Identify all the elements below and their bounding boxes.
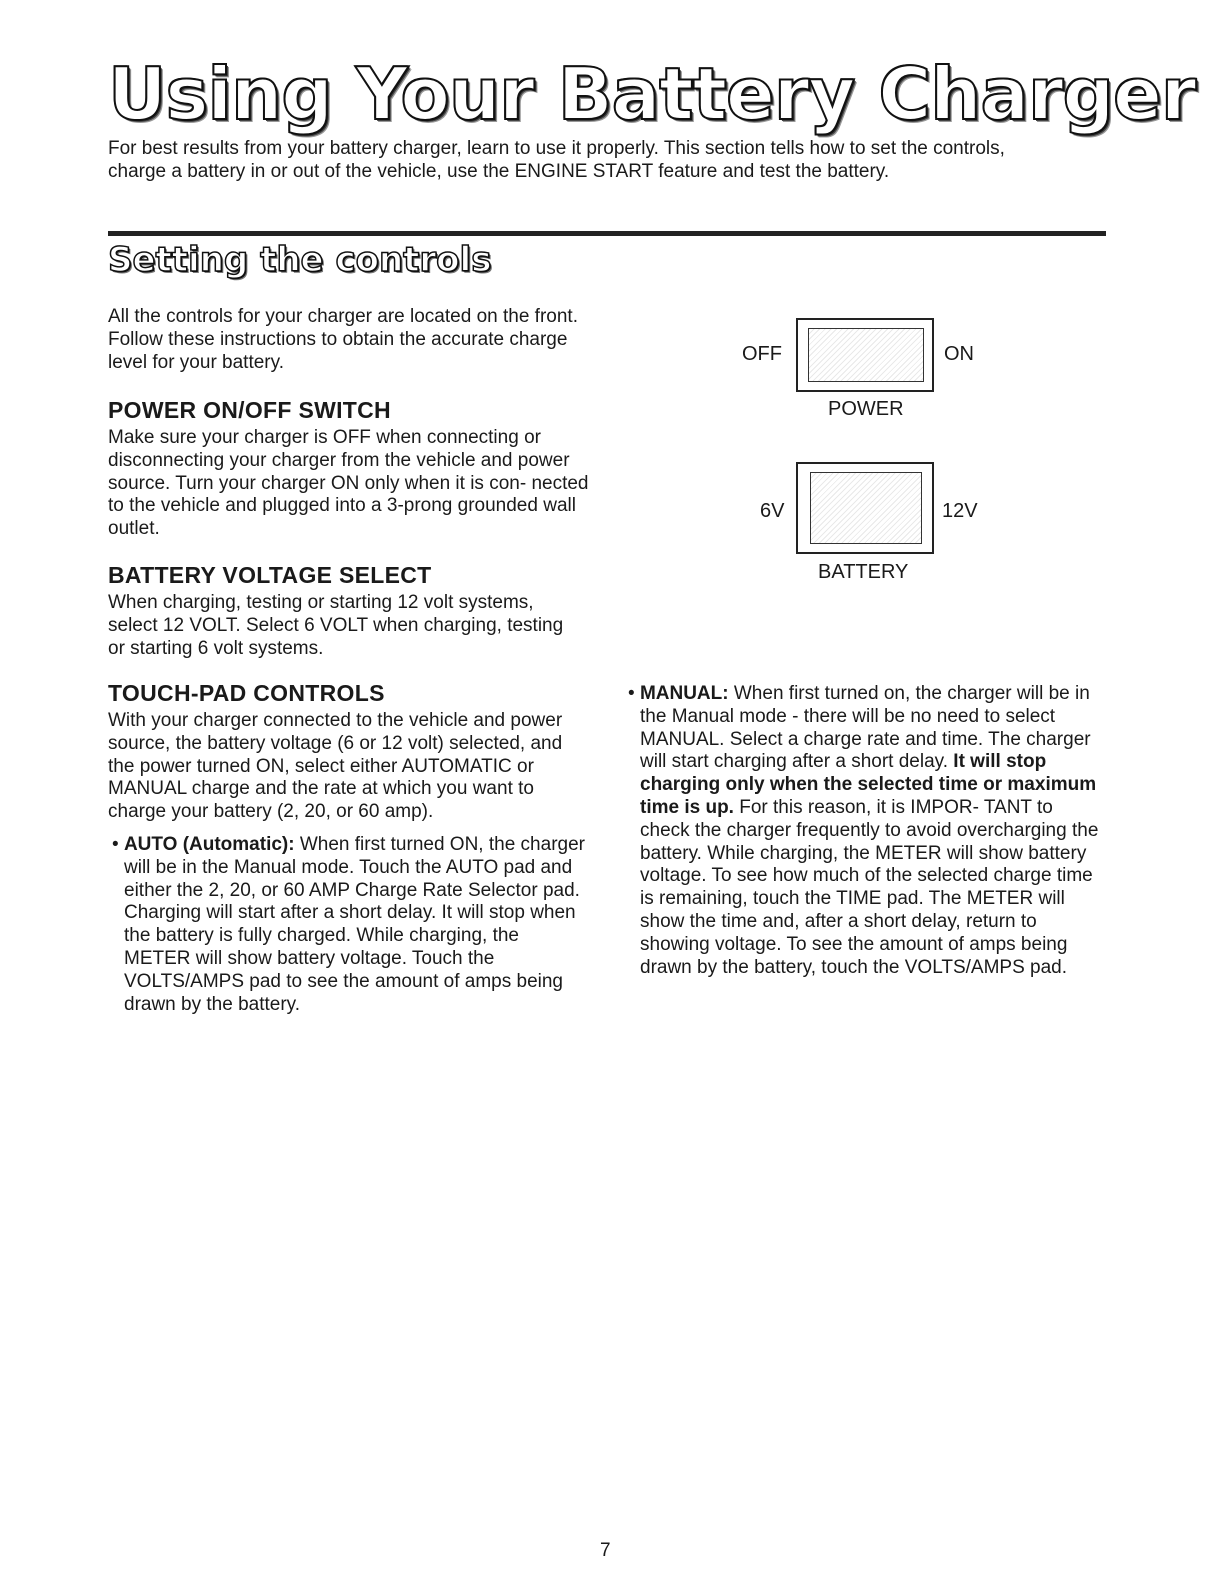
- touch-pad-section: [108, 680, 588, 1016]
- manual-text-1: When first turned on, the charger will be in the Manual mode - there will be no need to select MANUAL. Select a charge rate and time. The charger will start charging after a short delay.: [640, 683, 1091, 773]
- touch-pad-text: With your charger connected to the vehicle and power source, the battery voltage (6 or 12 volt) selected, and the power turned ON, select either AUTOMATIC or MANUAL charge and the rate at which you want to charge your battery (2, 20, or 60 amp).: [108, 710, 563, 823]
- manual-bold-warning: It will stop charging only when the selected time or maximum time is up.: [640, 751, 1097, 818]
- controls-intro: All the controls for your charger are located on the front. Follow these instructions to obtain the accurate charge level for your battery.: [108, 306, 578, 373]
- page-number: 7: [600, 1540, 611, 1561]
- section-divider: [108, 231, 1106, 236]
- page-title: Using Your Battery Charger: [108, 52, 1196, 136]
- manual-bullet: • MANUAL: When first turned on, the charger will be in the Manual mode - there will be no need to select MANUAL. Select a charge rate and time. The charger will start charging after a short delay. It will stop charging only when the selected time or maximum time is up. For this reason, it is IMPOR- TANT to check the charger frequently to avoid overcharging the battery. While charging, the METER will show battery voltage. To see how much of the selected charge time is remaining, touch the TIME pad. The METER will show the time and, after a short delay, return to showing voltage. To see the amount of amps being drawn by the battery, touch the VOLTS/AMPS pad.: [628, 683, 1099, 978]
- voltage-select-section: [108, 562, 578, 660]
- section-title: Setting the controls: [108, 240, 492, 280]
- controls-intro-block: [108, 306, 588, 374]
- power-switch-graphic: [796, 318, 934, 392]
- power-off-label: OFF: [742, 343, 782, 365]
- battery-6v-label: 6V: [760, 500, 785, 522]
- battery-switch-graphic: [796, 462, 934, 554]
- voltage-select-heading: BATTERY VOLTAGE SELECT: [108, 562, 432, 588]
- power-switch-text: Make sure your charger is OFF when connecting or disconnecting your charger from the vehicle and power source. Turn your charger ON only when it is con- nected to the vehicle and plugged into a 3-prong grounded wall outlet.: [108, 427, 589, 540]
- manual-text-2: For this reason, it is IMPOR- TANT to check the charger frequently to avoid overcharging the battery. While charging, the METER will show battery voltage. To see how much of the selected charge time is remaining, touch the TIME pad. The METER will show the time and, after a short delay, return to showing voltage. To see the amount of amps being drawn by the battery, touch the VOLTS/AMPS pad.: [640, 796, 1099, 978]
- power-on-label: ON: [944, 343, 974, 365]
- auto-label: AUTO (Automatic):: [123, 833, 295, 855]
- power-switch-heading: POWER ON/OFF SWITCH: [108, 397, 391, 423]
- touch-pad-heading: TOUCH-PAD CONTROLS: [108, 680, 385, 706]
- battery-12v-label: 12V: [942, 500, 978, 522]
- auto-bullet: • AUTO (Automatic): When first turned ON, the charger will be in the Manual mode. Touch the AUTO pad and either the 2, 20, or 60 AMP Charge Rate Selector pad. Charging will start after a short delay. It will stop when the battery is fully charged. While charging, the METER will show battery voltage. Touch the VOLTS/AMPS pad to see the amount of amps being drawn by the battery.: [112, 833, 585, 1015]
- voltage-select-text: When charging, testing or starting 12 volt systems, select 12 VOLT. Select 6 VOLT when charging, testing or starting 6 volt systems.: [108, 592, 564, 659]
- manual-section: [624, 683, 1106, 979]
- power-switch-section: [108, 397, 598, 541]
- power-switch-rocker: [808, 328, 924, 382]
- intro-paragraph: For best results from your battery charger, learn to use it properly. This section tells how to set the controls, charge a battery in or out of the vehicle, use the ENGINE START feature and test the battery.: [108, 138, 1005, 182]
- auto-text: When first turned ON, the charger will be in the Manual mode. Touch the AUTO pad and either the 2, 20, or 60 AMP Charge Rate Selector pad. Charging will start after a short delay. It will stop when the battery is fully charged. While charging, the METER will show battery voltage. Touch the VOLTS/AMPS pad to see the amount of amps being drawn by the battery.: [124, 833, 585, 1015]
- battery-switch-rocker: [810, 472, 922, 544]
- battery-caption: BATTERY: [818, 561, 909, 583]
- power-caption: POWER: [828, 398, 904, 420]
- manual-label: MANUAL:: [639, 683, 729, 704]
